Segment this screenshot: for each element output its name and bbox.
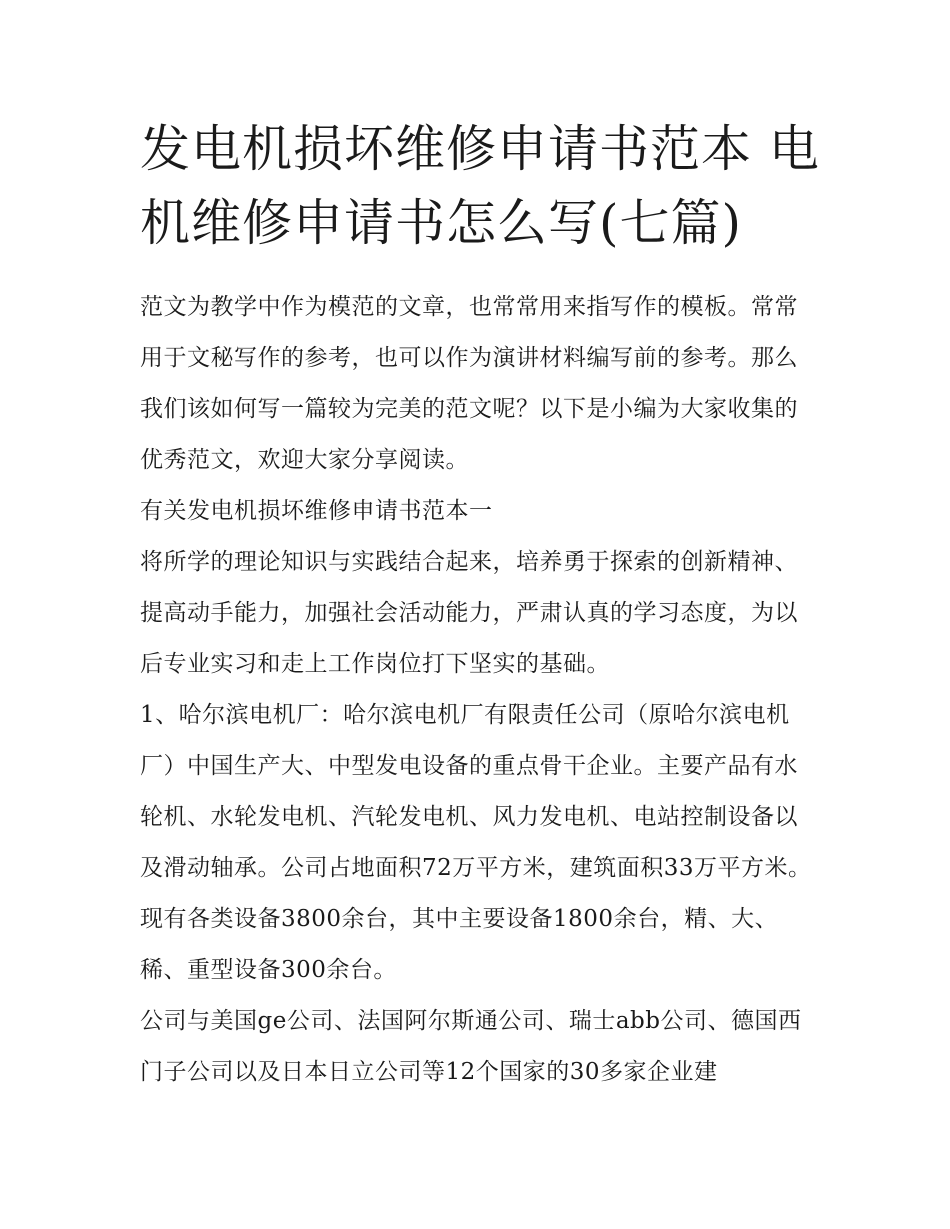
document-title: 发电机损坏维修申请书范本 电机维修申请书怎么写(七篇) [140, 120, 820, 252]
document-page [140, 112, 820, 1098]
section-heading: 有关发电机损坏维修申请书范本一 [140, 498, 493, 524]
intro-paragraph: 范文为教学中作为模范的文章，也常常用来指写作的模板。常常用于文秘写作的参考，也可以作为演讲材料编写前的参考。那么我们该如何写一篇较为完美的范文呢？以下是小编为大家收集的优秀范文，欢迎大家分享阅读。 [140, 294, 798, 473]
body-paragraph: 1、哈尔滨电机厂：哈尔滨电机厂有限责任公司（原哈尔滨电机厂）中国生产大、中型发电设备的重点骨干企业。主要产品有水轮机、水轮发电机、汽轮发电机、风力发电机、电站控制设备以及滑动轴承。公司占地面积72万平方米，建筑面积33万平方米。现有各类设备3800余台，其中主要设备1800余台，精、大、稀、重型设备300余台。 [140, 702, 812, 983]
body-paragraph: 将所学的理论知识与实践结合起来，培养勇于探索的创新精神、提高动手能力，加强社会活动能力，严肃认真的学习态度，为以后专业实习和走上工作岗位打下坚实的基础。 [140, 549, 798, 677]
body-paragraph: 公司与美国ge公司、法国阿尔斯通公司、瑞士abb公司、德国西门子公司以及日本日立公司等12个国家的30多家企业建 [140, 1008, 802, 1085]
